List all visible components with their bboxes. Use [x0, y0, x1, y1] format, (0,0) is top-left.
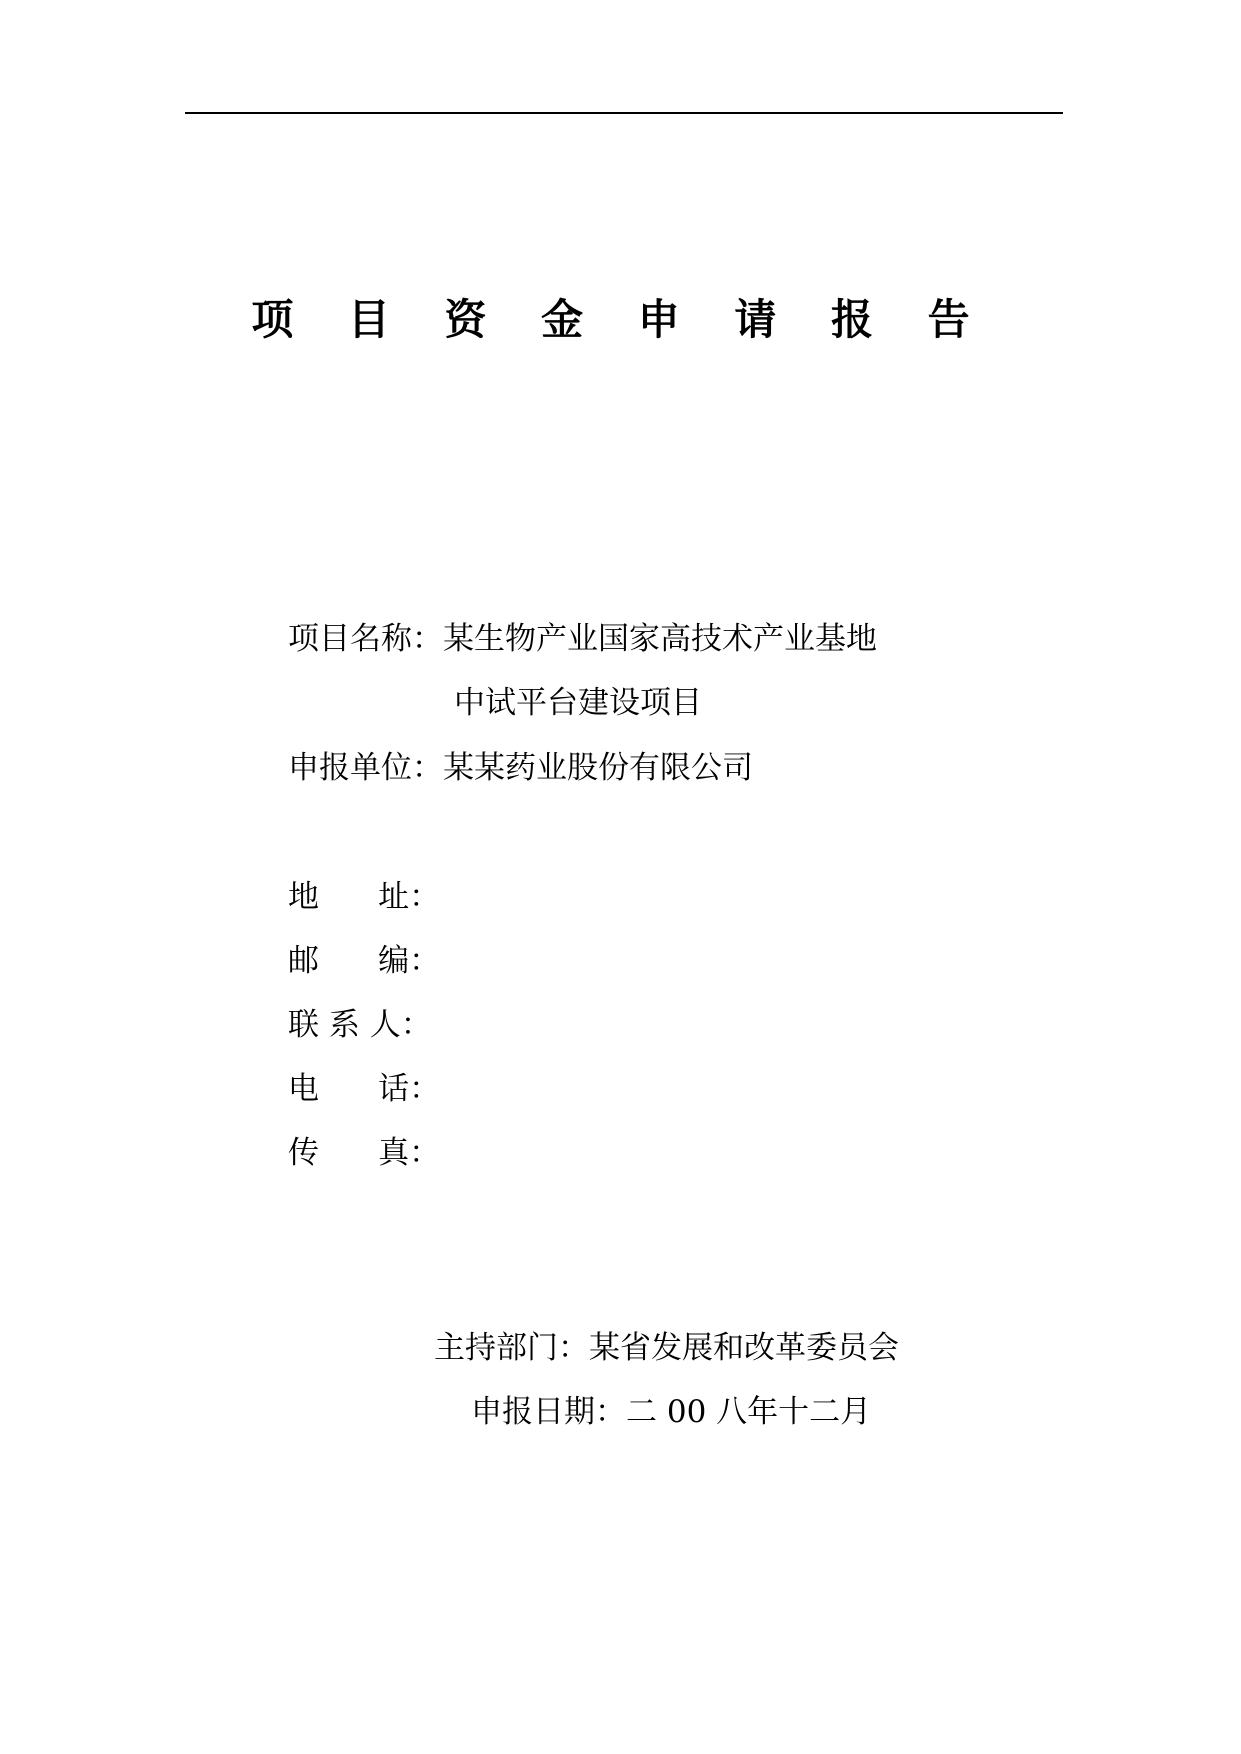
apply-date-value: 二 00 八年十二月 [626, 1394, 872, 1430]
header-rule [185, 112, 1063, 114]
applicant-unit-row [288, 748, 753, 788]
fax-label: 传 真： [288, 1135, 441, 1171]
apply-date-row [471, 1392, 871, 1432]
apply-date-label: 申报日期： [471, 1394, 626, 1430]
document-title: 项 目 资 金 申 请 报 告 [251, 295, 990, 344]
host-department-label: 主持部门： [434, 1330, 589, 1366]
host-department-row [434, 1328, 899, 1368]
applicant-unit-label: 申报单位： [288, 750, 443, 786]
project-name-value-line1: 某生物产业国家高技术产业基地 [443, 621, 877, 657]
applicant-unit-value: 某某药业股份有限公司 [443, 750, 753, 786]
project-name-value-line2: 中试平台建设项目 [454, 685, 702, 721]
project-name-label: 项目名称： [288, 621, 443, 657]
phone-label: 电 话： [288, 1071, 441, 1107]
contact-person-label: 联 系 人： [288, 1007, 432, 1043]
address-label: 地 址： [288, 879, 441, 915]
project-name-row [288, 619, 877, 659]
postcode-label: 邮 编： [288, 943, 441, 979]
host-department-value: 某省发展和改革委员会 [589, 1330, 899, 1366]
